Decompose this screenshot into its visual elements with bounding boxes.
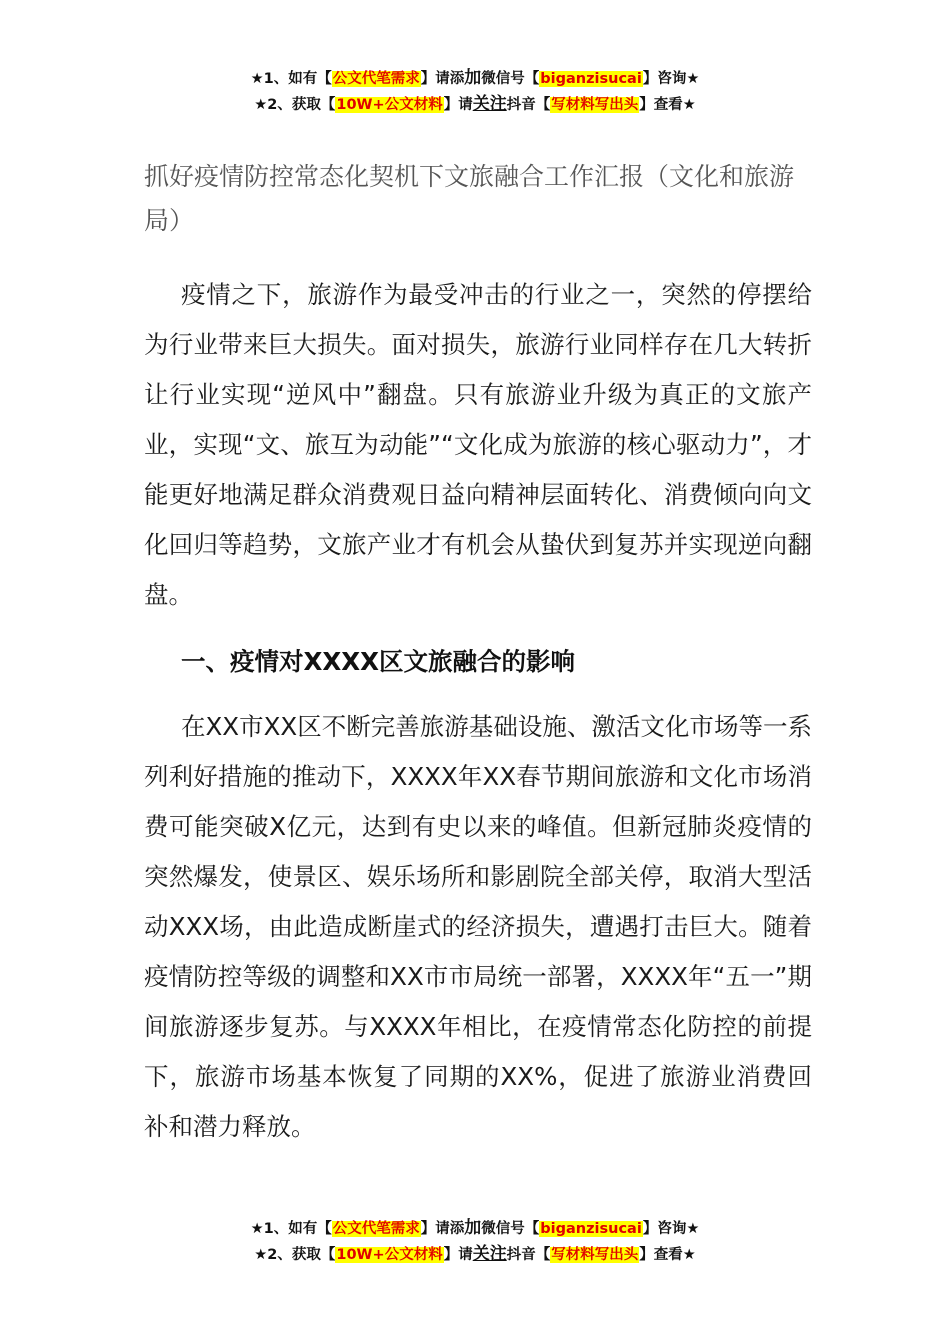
document-title: 抓好疫情防控常态化契机下文旅融合工作汇报（文化和旅游局）: [144, 162, 795, 235]
paragraph-intro: 疫情之下，旅游作为最受冲击的行业之一，突然的停摆给为行业带来巨大损失。面对损失，旅游行业同样存在几大转折让行业实现“逆风中”翻盘。只有旅游业升级为真正的文旅产业，实现“文、旅互为动能”“文化成为旅游的核心驱动力”，才能更好地满足群众消费观日益向精神层面转化、消费倾向向文化回归等趋势，文旅产业才有机会从蛰伏到复苏并实现逆向翻盘。: [144, 280, 812, 609]
highlight-service: 公文代笔需求: [332, 71, 420, 87]
promo-line-2: ★2、获取【10W+公文材料】请关注抖音【写材料写出头】查看★: [254, 94, 696, 114]
promo-line-2: ★2、获取【10W+公文材料】请关注抖音【写材料写出头】查看★: [254, 1244, 696, 1264]
promo-line-1: ★1、如有【公文代笔需求】请添加微信号【biganzisucai】咨询★: [250, 1218, 700, 1238]
highlight-douyin-id: 写材料写出头: [551, 97, 639, 113]
highlight-wechat-id: biganzisucai: [540, 71, 642, 87]
promo-banner-bottom: [0, 1216, 950, 1268]
highlight-douyin-id: 写材料写出头: [551, 1247, 639, 1263]
highlight-materials: 10W+公文材料: [336, 1247, 443, 1263]
highlight-materials: 10W+公文材料: [336, 97, 443, 113]
section-heading: 一、疫情对XXXX区文旅融合的影响: [181, 647, 576, 676]
paragraph-impact: 在XX市XX区不断完善旅游基础设施、激活文化市场等一系列利好措施的推动下，XXXX年XX春节期间旅游和文化市场消费可能突破X亿元，达到有史以来的峰值。但新冠肺炎疫情的突然爆发，使景区、娱乐场所和影剧院全部关停，取消大型活动XXX场，由此造成断崖式的经济损失，遭遇打击巨大。随着疫情防控等级的调整和XX市市局统一部署，XXXX年“五一”期间旅游逐步复苏。与XXXX年相比，在疫情常态化防控的前提下，旅游市场基本恢复了同期的XX%，促进了旅游业消费回补和潜力释放。: [144, 712, 812, 1141]
highlight-wechat-id: biganzisucai: [540, 1221, 642, 1237]
highlight-service: 公文代笔需求: [332, 1221, 420, 1237]
promo-banner-top: [0, 66, 950, 118]
promo-line-1: ★1、如有【公文代笔需求】请添加微信号【biganzisucai】咨询★: [250, 68, 700, 88]
